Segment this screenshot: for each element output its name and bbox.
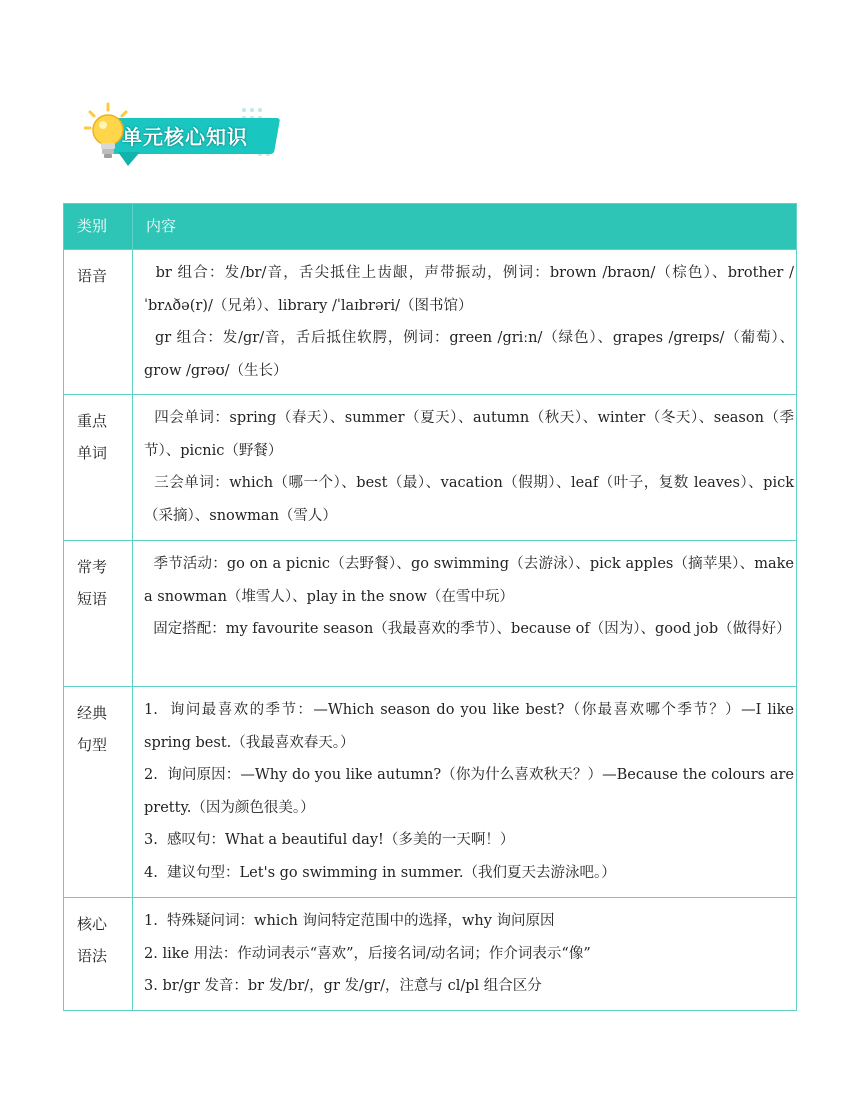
content-cell — [133, 687, 797, 898]
table-row — [64, 541, 797, 687]
category-cell — [64, 898, 133, 1011]
category-label: 语法 — [77, 947, 108, 965]
category-cell — [64, 250, 133, 395]
content-line: br 组合：发/br/音，舌尖抵住上齿龈，声带振动，例词：brown /braʊn/（棕色）、brother /ˈbrʌðə(r)/（兄弟）、library /ˈlaɪbrəri/（图书馆） — [144, 265, 794, 314]
section-badge — [78, 98, 283, 178]
category-label: 语音 — [77, 267, 108, 285]
content-line: gr 组合：发/gr/音，舌后抵住软腭，例词：green /griːn/（绿色）、grapes /greɪps/（葡萄）、grow /grəʊ/（生长） — [144, 330, 794, 379]
category-label: 经典 — [77, 704, 108, 722]
category-label: 单词 — [77, 444, 108, 462]
content-line: 3. 感叹句：What a beautiful day!（多美的一天啊！） — [144, 832, 515, 848]
category-label: 短语 — [77, 590, 108, 608]
content-line: 1. 特殊疑问词：which 询问特定范围中的选择，why 询问原因 — [144, 913, 555, 929]
content-line: 2. like 用法：作动词表示“喜欢”，后接名词/动名词；作介词表示“像” — [144, 945, 591, 962]
content-cell — [133, 898, 797, 1011]
content-line: 季节活动：go on a picnic（去野餐）、go swimming（去游泳）、pick apples（摘苹果）、make a snowman（堆雪人）、play in the snow（在雪中玩） — [144, 556, 799, 605]
category-label: 句型 — [77, 736, 108, 754]
content-line: 固定搭配：my favourite season（我最喜欢的季节）、because of（因为）、good job（做得好） — [144, 621, 791, 637]
header-category: 类别 — [64, 204, 133, 250]
category-cell — [64, 687, 133, 898]
category-label: 核心 — [77, 915, 108, 933]
table-row — [64, 250, 797, 395]
table-header-row — [64, 204, 797, 250]
knowledge-table — [63, 203, 797, 1011]
content-line: 4. 建议句型：Let's go swimming in summer.（我们夏天去游泳吧。） — [144, 864, 616, 881]
content-line: 三会单词：which（哪一个）、best（最）、vacation（假期）、leaf（叶子，复数 leaves）、pick（采摘）、snowman（雪人） — [144, 475, 794, 524]
header-content: 内容 — [133, 204, 797, 250]
category-label: 常考 — [77, 558, 108, 576]
category-cell — [64, 541, 133, 687]
table-row — [64, 395, 797, 541]
category-cell — [64, 395, 133, 541]
content-cell — [133, 395, 797, 541]
content-line: 1. 询问最喜欢的季节：—Which season do you like best?（你最喜欢哪个季节？）—I like spring best.（我最喜欢春天。） — [144, 702, 799, 751]
content-cell — [133, 541, 797, 687]
content-cell — [133, 250, 797, 395]
table-row — [64, 898, 797, 1011]
table-row — [64, 687, 797, 898]
content-line: 2. 询问原因：—Why do you like autumn?（你为什么喜欢秋天？）—Because the colours are pretty.（因为颜色很美。） — [144, 767, 799, 816]
category-label: 重点 — [77, 412, 108, 430]
badge-title: 单元核心知识 — [122, 125, 248, 149]
content-line: 四会单词：spring（春天）、summer（夏天）、autumn（秋天）、winter（冬天）、season（季节）、picnic（野餐） — [144, 410, 795, 459]
content-line: 3. br/gr 发音：br 发/br/，gr 发/gr/，注意与 cl/pl 组合区分 — [144, 978, 542, 994]
